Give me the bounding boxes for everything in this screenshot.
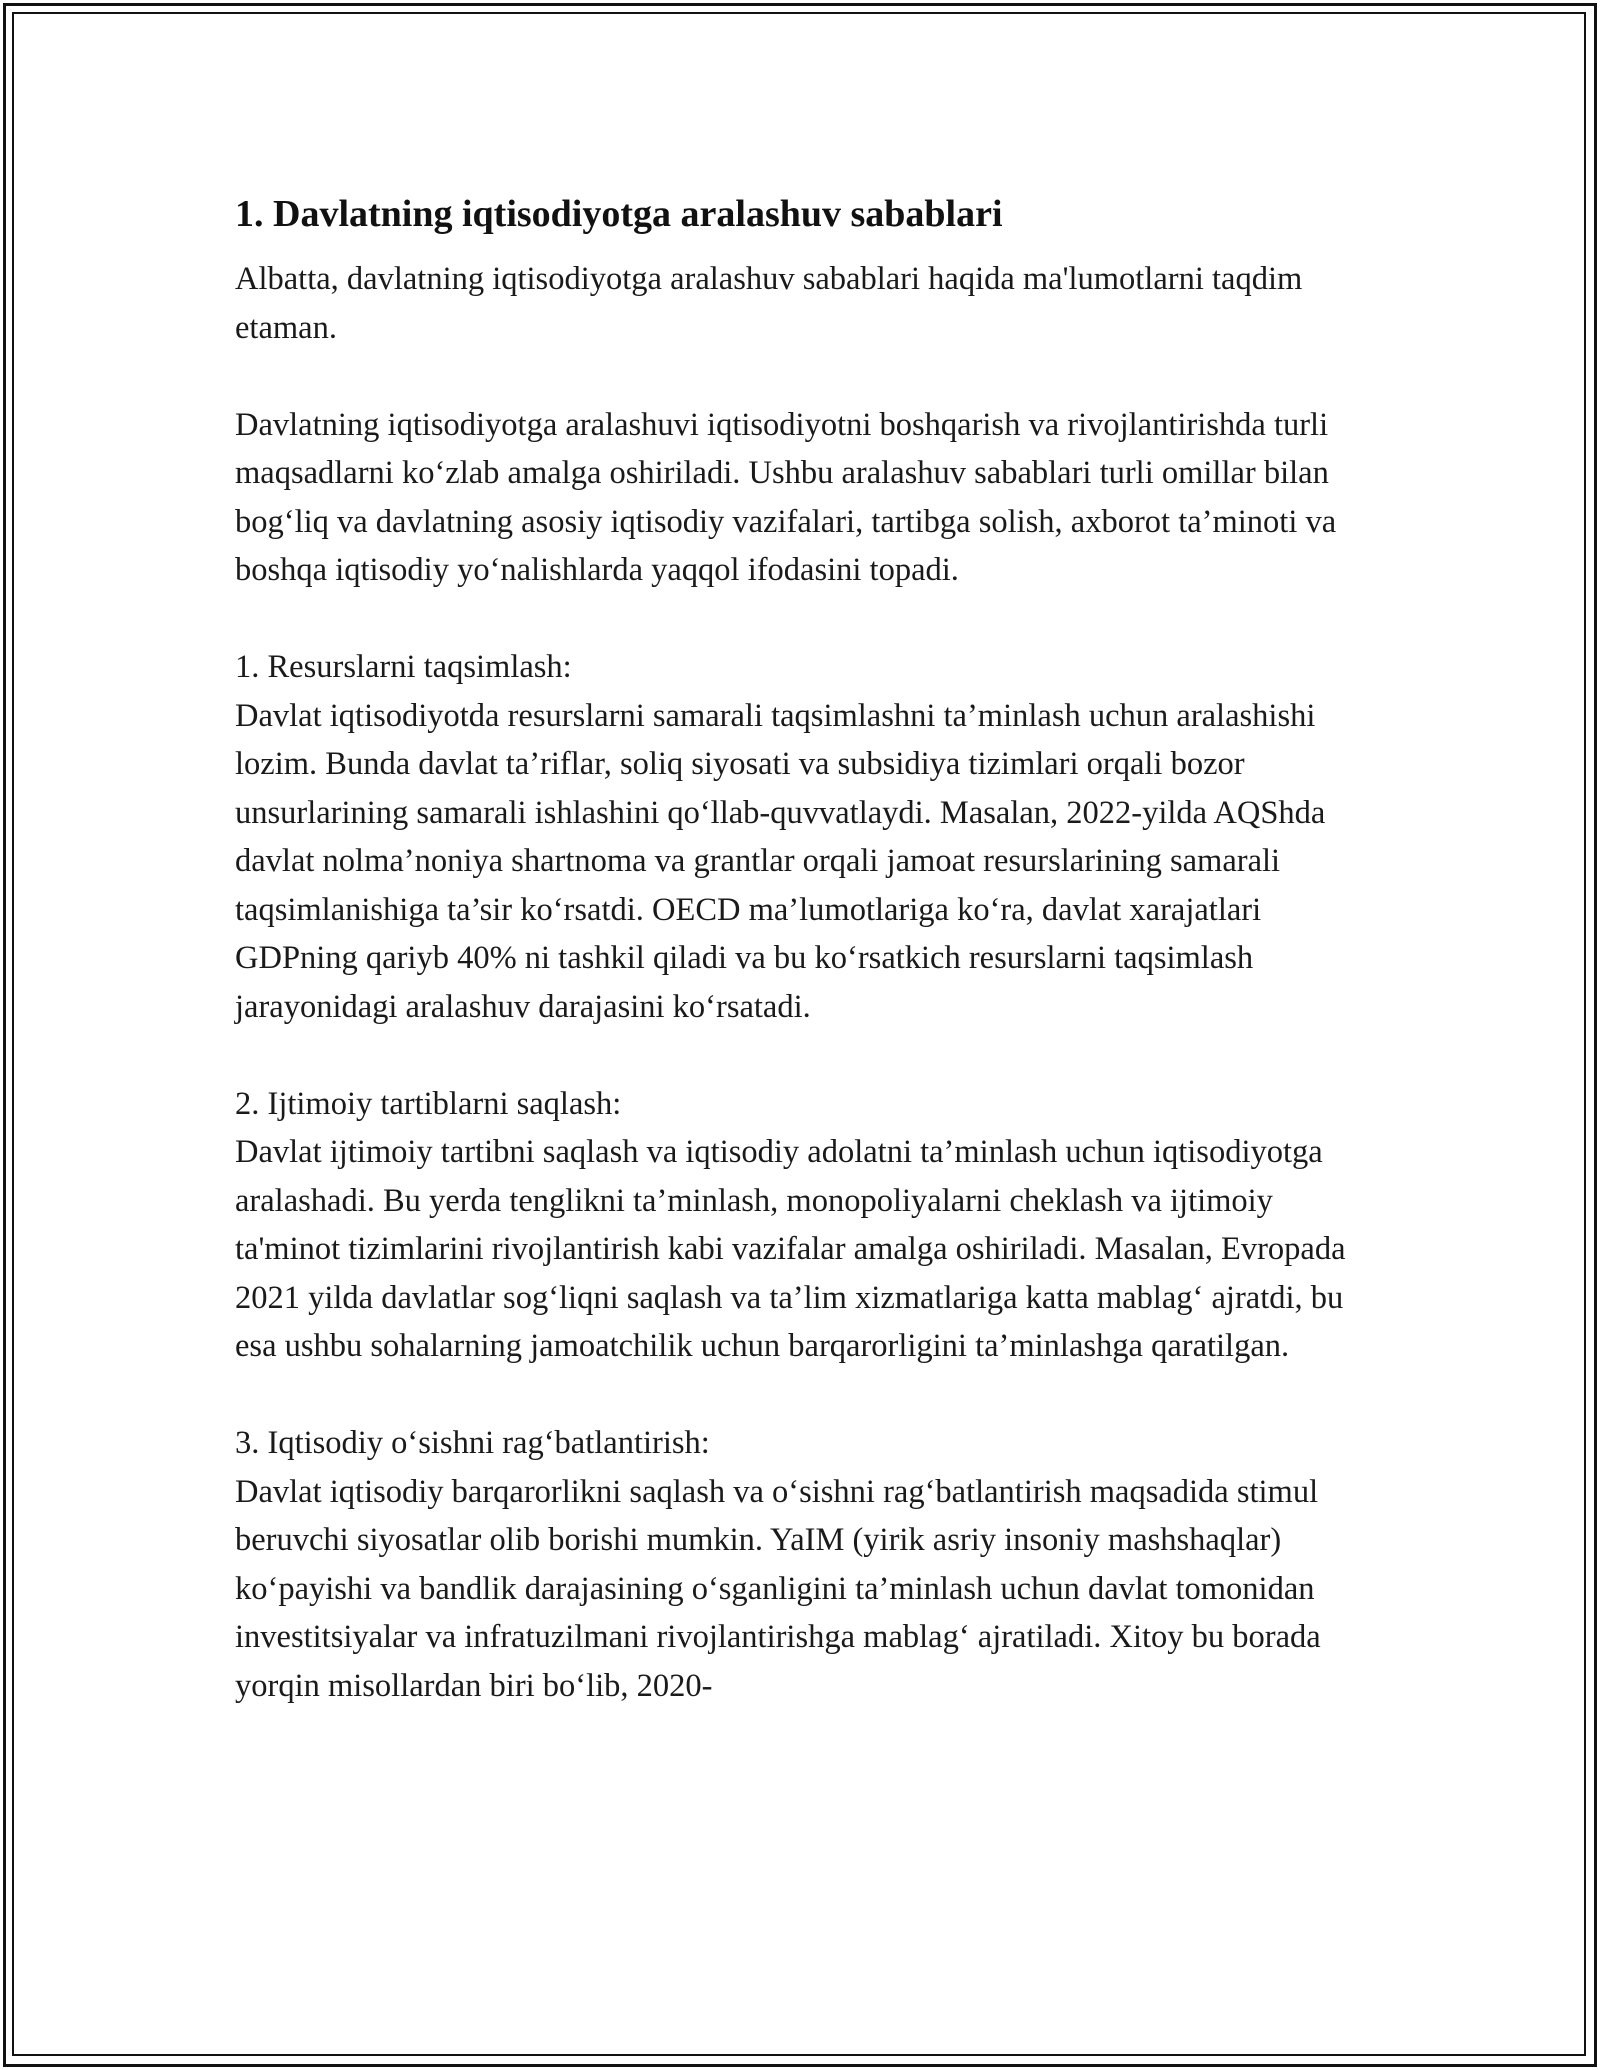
paragraph-economic-growth: 3. Iqtisodiy o‘sishni rag‘batlantirish: Davlat iqtisodiy barqarorlikni saqlash va o‘sishni rag‘batlantirish maqsadida stimul beruvchi siyosatlar olib borishi mumkin. YaIM (yirik asriy insoniy mashshaqlar) ko‘payishi va bandlik darajasining o‘sganligini ta’minlash uchun davlat tomonidan investitsiyalar va infratuzilmani rivojlantirishga mablag‘ ajratiladi. Xitoy bu borada yorqin misollardan biri bo‘lib, 2020- [235, 1425, 1321, 1704]
document-title: 1. Davlatning iqtisodiyotga aralashuv sabablari [235, 193, 1003, 235]
document-page [235, 185, 1375, 1759]
paragraph-overview: Davlatning iqtisodiyotga aralashuvi iqtisodiyotni boshqarish va rivojlantirishda turli maqsadlarni ko‘zlab amalga oshiriladi. Ushbu aralashuv sabablari turli omillar bilan bog‘liq va davlatning asosiy iqtisodiy vazifalari, tartibga solish, axborot ta’minoti va boshqa iqtisodiy yo‘nalishlarda yaqqol ifodasini topadi. [235, 406, 1337, 588]
paragraph-resource-allocation: 1. Resurslarni taqsimlash: Davlat iqtisodiyotda resurslarni samarali taqsimlashni ta’minlash uchun aralashishi lozim. Bunda davlat ta’riflar, soliq siyosati va subsidiya tizimlari orqali bozor unsurlarining samarali ishlashini qo‘llab-quvvatlaydi. Masalan, 2022-yilda AQShda davlat nolma’noniya shartnoma va grantlar orqali jamoat resurslarining samarali taqsimlanishiga ta’sir ko‘rsatdi. OECD ma’lumotlariga ko‘ra, davlat xarajatlari GDPning qariyb 40% ni tashkil qiladi va bu ko‘rsatkich resurslarni taqsimlash jarayonidagi aralashuv darajasini ko‘rsatadi. [235, 649, 1326, 1025]
paragraph-social-order: 2. Ijtimoiy tartiblarni saqlash: Davlat ijtimoiy tartibni saqlash va iqtisodiy adolatni ta’minlash uchun iqtisodiyotga aralashadi. Bu yerda tenglikni ta’minlash, monopoliyalarni cheklash va ijtimoiy ta'minot tizimlarini rivojlantirish kabi vazifalar amalga oshiriladi. Masalan, Evropada 2021 yilda davlatlar sog‘liqni saqlash va ta’lim xizmatlariga katta mablag‘ ajratdi, bu esa ushbu sohalarning jamoatchilik uchun barqarorligini ta’minlashga qaratilgan. [235, 1085, 1346, 1364]
paragraph-intro: Albatta, davlatning iqtisodiyotga aralashuv sabablari haqida ma'lumotlarni taqdim etaman. [235, 261, 1303, 346]
